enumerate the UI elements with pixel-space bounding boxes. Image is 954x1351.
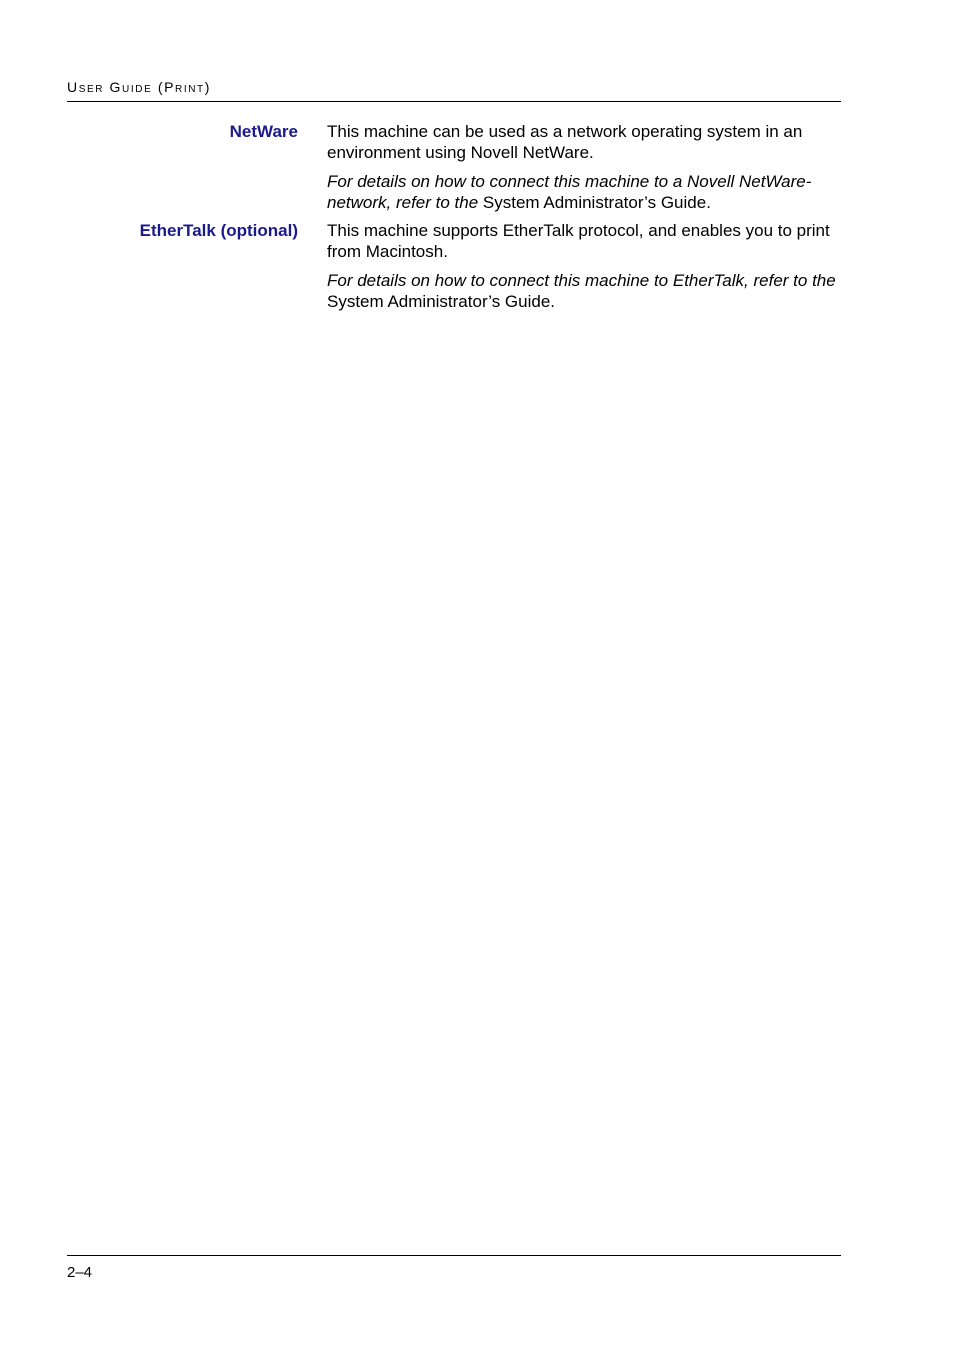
- note-text: [327, 270, 847, 312]
- guide-reference: System Administrator’s Guide.: [327, 292, 556, 311]
- guide-reference: System Administrator’s Guide.: [482, 193, 711, 212]
- page-footer: [67, 1255, 841, 1282]
- term-netware: NetWare: [229, 122, 298, 141]
- term-ethertalk: EtherTalk (optional): [139, 221, 298, 240]
- page-header: [67, 78, 841, 102]
- note-italic: For details on how to connect this machine to EtherTalk, refer to the: [327, 271, 836, 290]
- page-number: 2–4: [67, 1264, 93, 1281]
- description-text: This machine supports EtherTalk protocol, and enables you to print from Macintosh.: [327, 221, 830, 261]
- description-ethertalk: [327, 220, 847, 320]
- note-italic: For details on how to connect this machine to a Novell NetWare-network, refer to the: [327, 172, 812, 212]
- note-text: [327, 171, 847, 213]
- description-netware: [327, 121, 847, 221]
- description-text: This machine can be used as a network operating system in an environment using Novell NetWare.: [327, 122, 803, 162]
- header-title: User Guide (Print): [67, 79, 212, 95]
